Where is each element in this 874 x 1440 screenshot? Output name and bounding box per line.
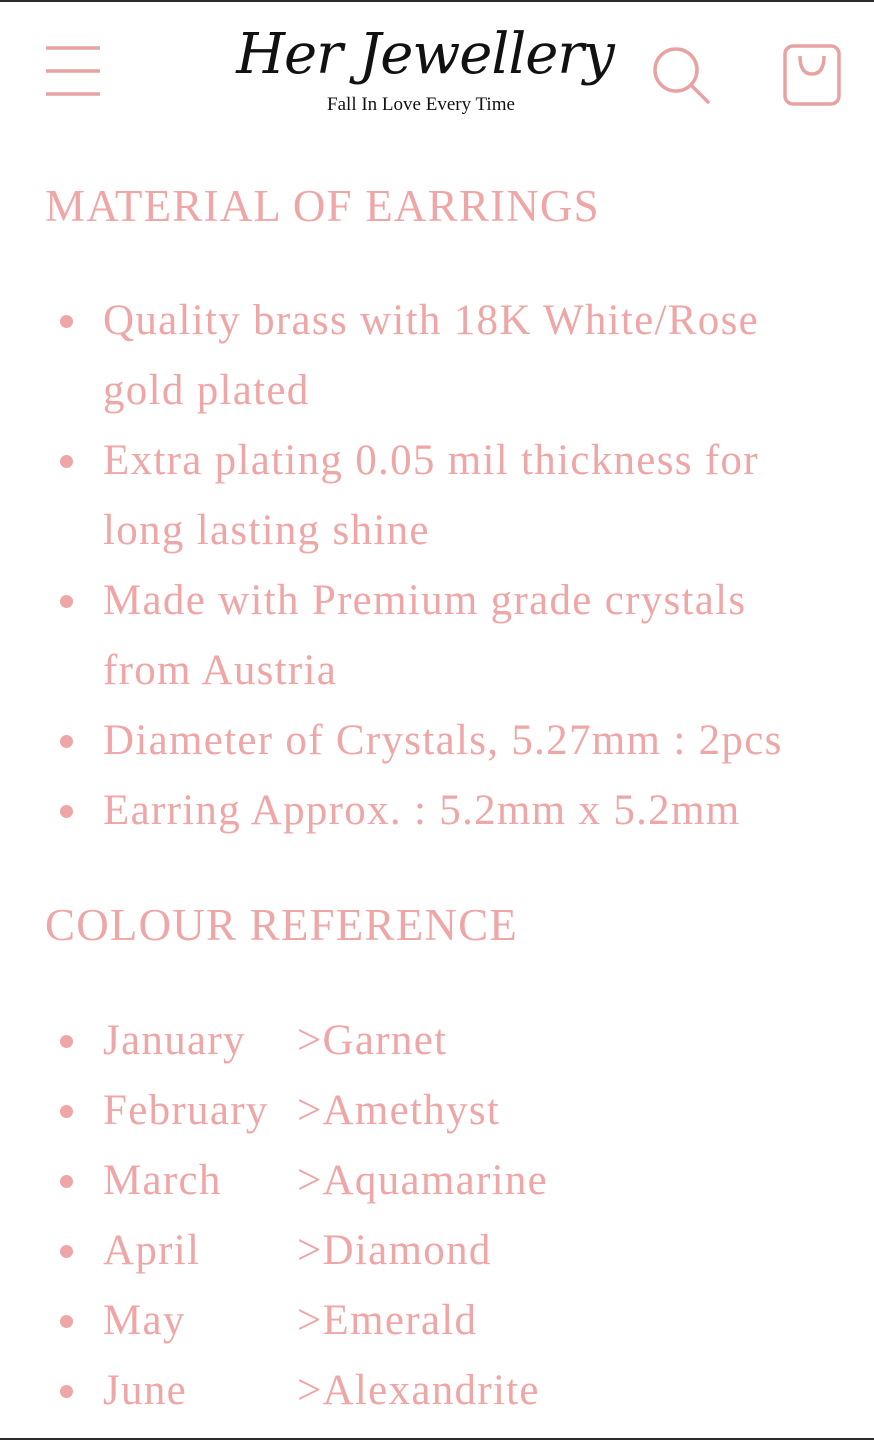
- list-item: [0, 1356, 843, 1426]
- shopping-bag-icon: [780, 40, 844, 110]
- bullet-dot: [60, 455, 73, 468]
- site-header: [0, 2, 874, 142]
- list-item: [0, 1006, 843, 1076]
- gem-label: >Diamond: [297, 1227, 492, 1274]
- list-item: [0, 706, 843, 776]
- list-item: [0, 426, 843, 566]
- month-label: June: [103, 1367, 188, 1414]
- gem-label: >Garnet: [297, 1017, 448, 1064]
- bullet-dot: [60, 1245, 73, 1258]
- list-item: [0, 1146, 843, 1216]
- search-button[interactable]: [648, 42, 714, 108]
- gem-label: >Amethyst: [297, 1087, 501, 1134]
- bullet-dot: [60, 1315, 73, 1328]
- list-item: [0, 1216, 843, 1286]
- month-label: April: [103, 1227, 201, 1274]
- month-label: March: [103, 1157, 222, 1204]
- material-item-text: Diameter of Crystals, 5.27mm : 2pcs: [103, 717, 783, 764]
- colour-reference-list: [0, 1006, 843, 1426]
- bullet-dot: [60, 1385, 73, 1398]
- bullet-dot: [60, 1105, 73, 1118]
- list-item: [0, 566, 843, 706]
- menu-button[interactable]: [38, 36, 110, 108]
- bullet-dot: [60, 735, 73, 748]
- material-item-text: Quality brass with 18K White/Rose gold plated: [103, 297, 759, 414]
- list-item: [0, 1286, 843, 1356]
- month-label: February: [103, 1087, 269, 1134]
- brand-logo[interactable]: [230, 20, 620, 124]
- cart-button[interactable]: [780, 40, 844, 110]
- bullet-dot: [60, 315, 73, 328]
- material-section-title: MATERIAL OF EARRINGS: [45, 181, 600, 231]
- bullet-dot: [60, 1175, 73, 1188]
- brand-tagline: Fall In Love Every Time: [327, 94, 515, 115]
- list-item: [0, 1076, 843, 1146]
- hamburger-menu-icon: [38, 36, 110, 108]
- bullet-dot: [60, 595, 73, 608]
- gem-label: >Emerald: [297, 1297, 478, 1344]
- material-item-text: Extra plating 0.05 mil thickness for long lasting shine: [103, 437, 759, 554]
- search-icon: [648, 42, 714, 108]
- material-item-text: Made with Premium grade crystals from Austria: [103, 577, 747, 694]
- month-label: May: [103, 1297, 186, 1344]
- list-item: [0, 286, 843, 426]
- list-item: [0, 776, 843, 846]
- colour-section-title: COLOUR REFERENCE: [45, 900, 518, 950]
- month-label: January: [103, 1017, 246, 1064]
- brand-name: Her Jewellery: [236, 22, 614, 87]
- gem-label: >Alexandrite: [297, 1367, 540, 1414]
- material-list: [0, 286, 843, 846]
- gem-label: >Aquamarine: [297, 1157, 549, 1204]
- material-item-text: Earring Approx. : 5.2mm x 5.2mm: [103, 787, 741, 834]
- bullet-dot: [60, 805, 73, 818]
- bullet-dot: [60, 1035, 73, 1048]
